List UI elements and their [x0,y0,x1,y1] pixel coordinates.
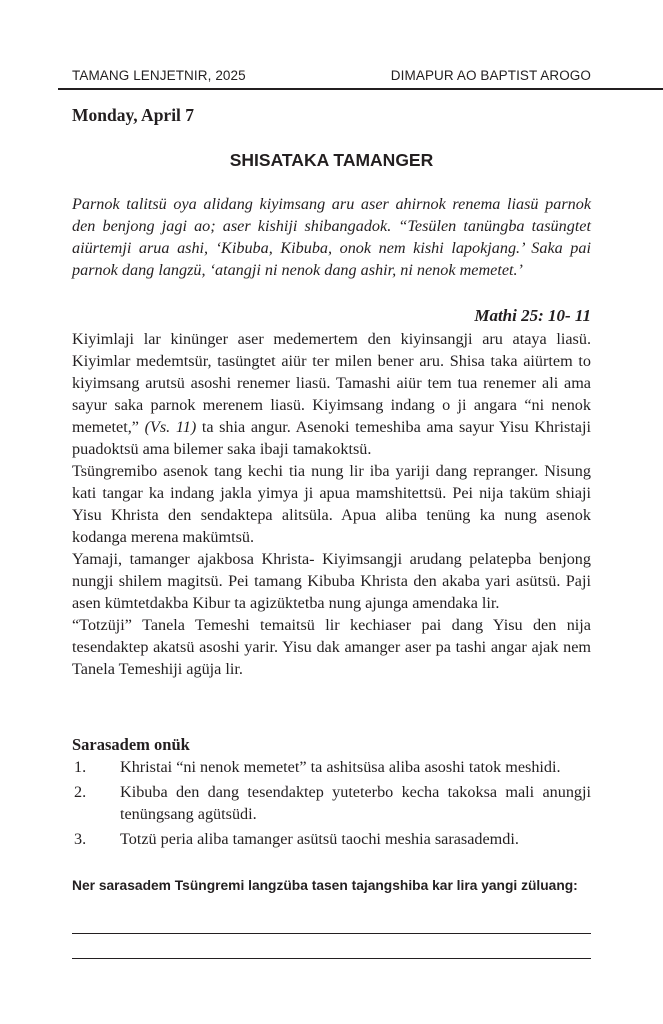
body-paragraph: “Totzüji” Tanela Temeshi temaitsü lir kechiaser pai dang Yisu den nija tesendaktep akatsü asoshi yarir. Yisu dak amanger aser pa tashi angar ajak nem Tanela Temeshiji agüja lir. [72,616,591,678]
question-number: 3. [74,830,87,848]
write-line [72,958,591,959]
question-text: Totzü peria aliba tamanger asütsü taochi meshia sarasademdi. [120,830,519,848]
body-paragraph: Tsüngremibo asenok tang kechi tia nung lir iba yariji dang repranger. Nisung kati tangar ka indang jakla yimya ji apua mamshitettsü. Pei nija taküm shiaji Yisu Khrista den sendaktepa alitsüla. Apua aliba tenüng ka nung asenok kodanga merena makümtsü. [72,462,591,546]
devotion-date: Monday, April 7 [72,105,195,125]
reflection-heading: Sarasadem onük [72,735,190,754]
header-divider [58,88,663,90]
body-text: ta shia angur. Asenoki temeshiba ama sayur Yisu Khristaji puadoktsü ama bilemer saka ibaji tamakoktsü. [72,418,591,458]
question-text: Kibuba den dang tesendaktep yuteterbo kecha takoksa mali anungji tenüngsang agütsüdi. [120,783,591,823]
inline-verse-reference: (Vs. 11) [144,418,197,436]
reflection-question [72,828,591,850]
devotion-body [72,328,591,680]
page-header [72,68,591,88]
header-publisher: DIMAPUR AO BAPTIST AROGO [390,68,591,83]
devotion-title: SHISATAKA TAMANGER [229,150,434,170]
body-text: Kiyimlaji lar kinünger aser medemertem den kiyinsangji aru ataya liasü. Kiyimlar medemtsür, tasüngtet aiür ter milen bener aru. Shisa taka aiürtem to kiyimsang arutsü asoshi renemer liasü. Tamashi aiür tem tua renemer ali ama sayur saka parnok merenem liasü. Kiyimsang indang o ji angara “ni nenok memetet,” [72,330,591,436]
body-paragraph [72,328,591,460]
write-line [72,933,591,934]
prayer-note: Ner sarasadem Tsüngremi langzüba tasen tajangshiba kar lira yangi züluang: [72,878,578,893]
reflection-question [72,781,591,825]
question-text: Khristai “ni nenok memetet” ta ashitsüsa aliba asoshi tatok meshidi. [120,758,561,776]
body-paragraph: Yamaji, tamanger ajakbosa Khrista- Kiyimsangji arudang pelatepba benjong nungji shilem magitsü. Pei tamang Kibuba Khrista den akaba yari asütsü. Paji asen kümtetdakba Kibur ta agizüktetba nung ajunga amendaka lir. [72,550,591,612]
header-publication: TAMANG LENJETNIR, 2025 [72,68,246,83]
scripture-verse: Parnok talitsü oya alidang kiyimsang aru aser ahirnok renema liasü parnok den benjong jagi ao; aser kishiji shibangadok. “Tesülen tanüngba tasüngtet aiürtemji arua ashi, ‘Kibuba, Kibuba, onok nem kishi lapokjang.’ Saka pai parnok dang langzü, ‘atangji ni nenok dang ashir, ni nenok memetet.’ [72,195,591,279]
reflection-question [72,756,591,778]
reflection-questions [72,756,591,853]
question-number: 1. [74,758,87,776]
question-number: 2. [74,783,87,801]
scripture-reference: Mathi 25: 10- 11 [474,306,591,325]
